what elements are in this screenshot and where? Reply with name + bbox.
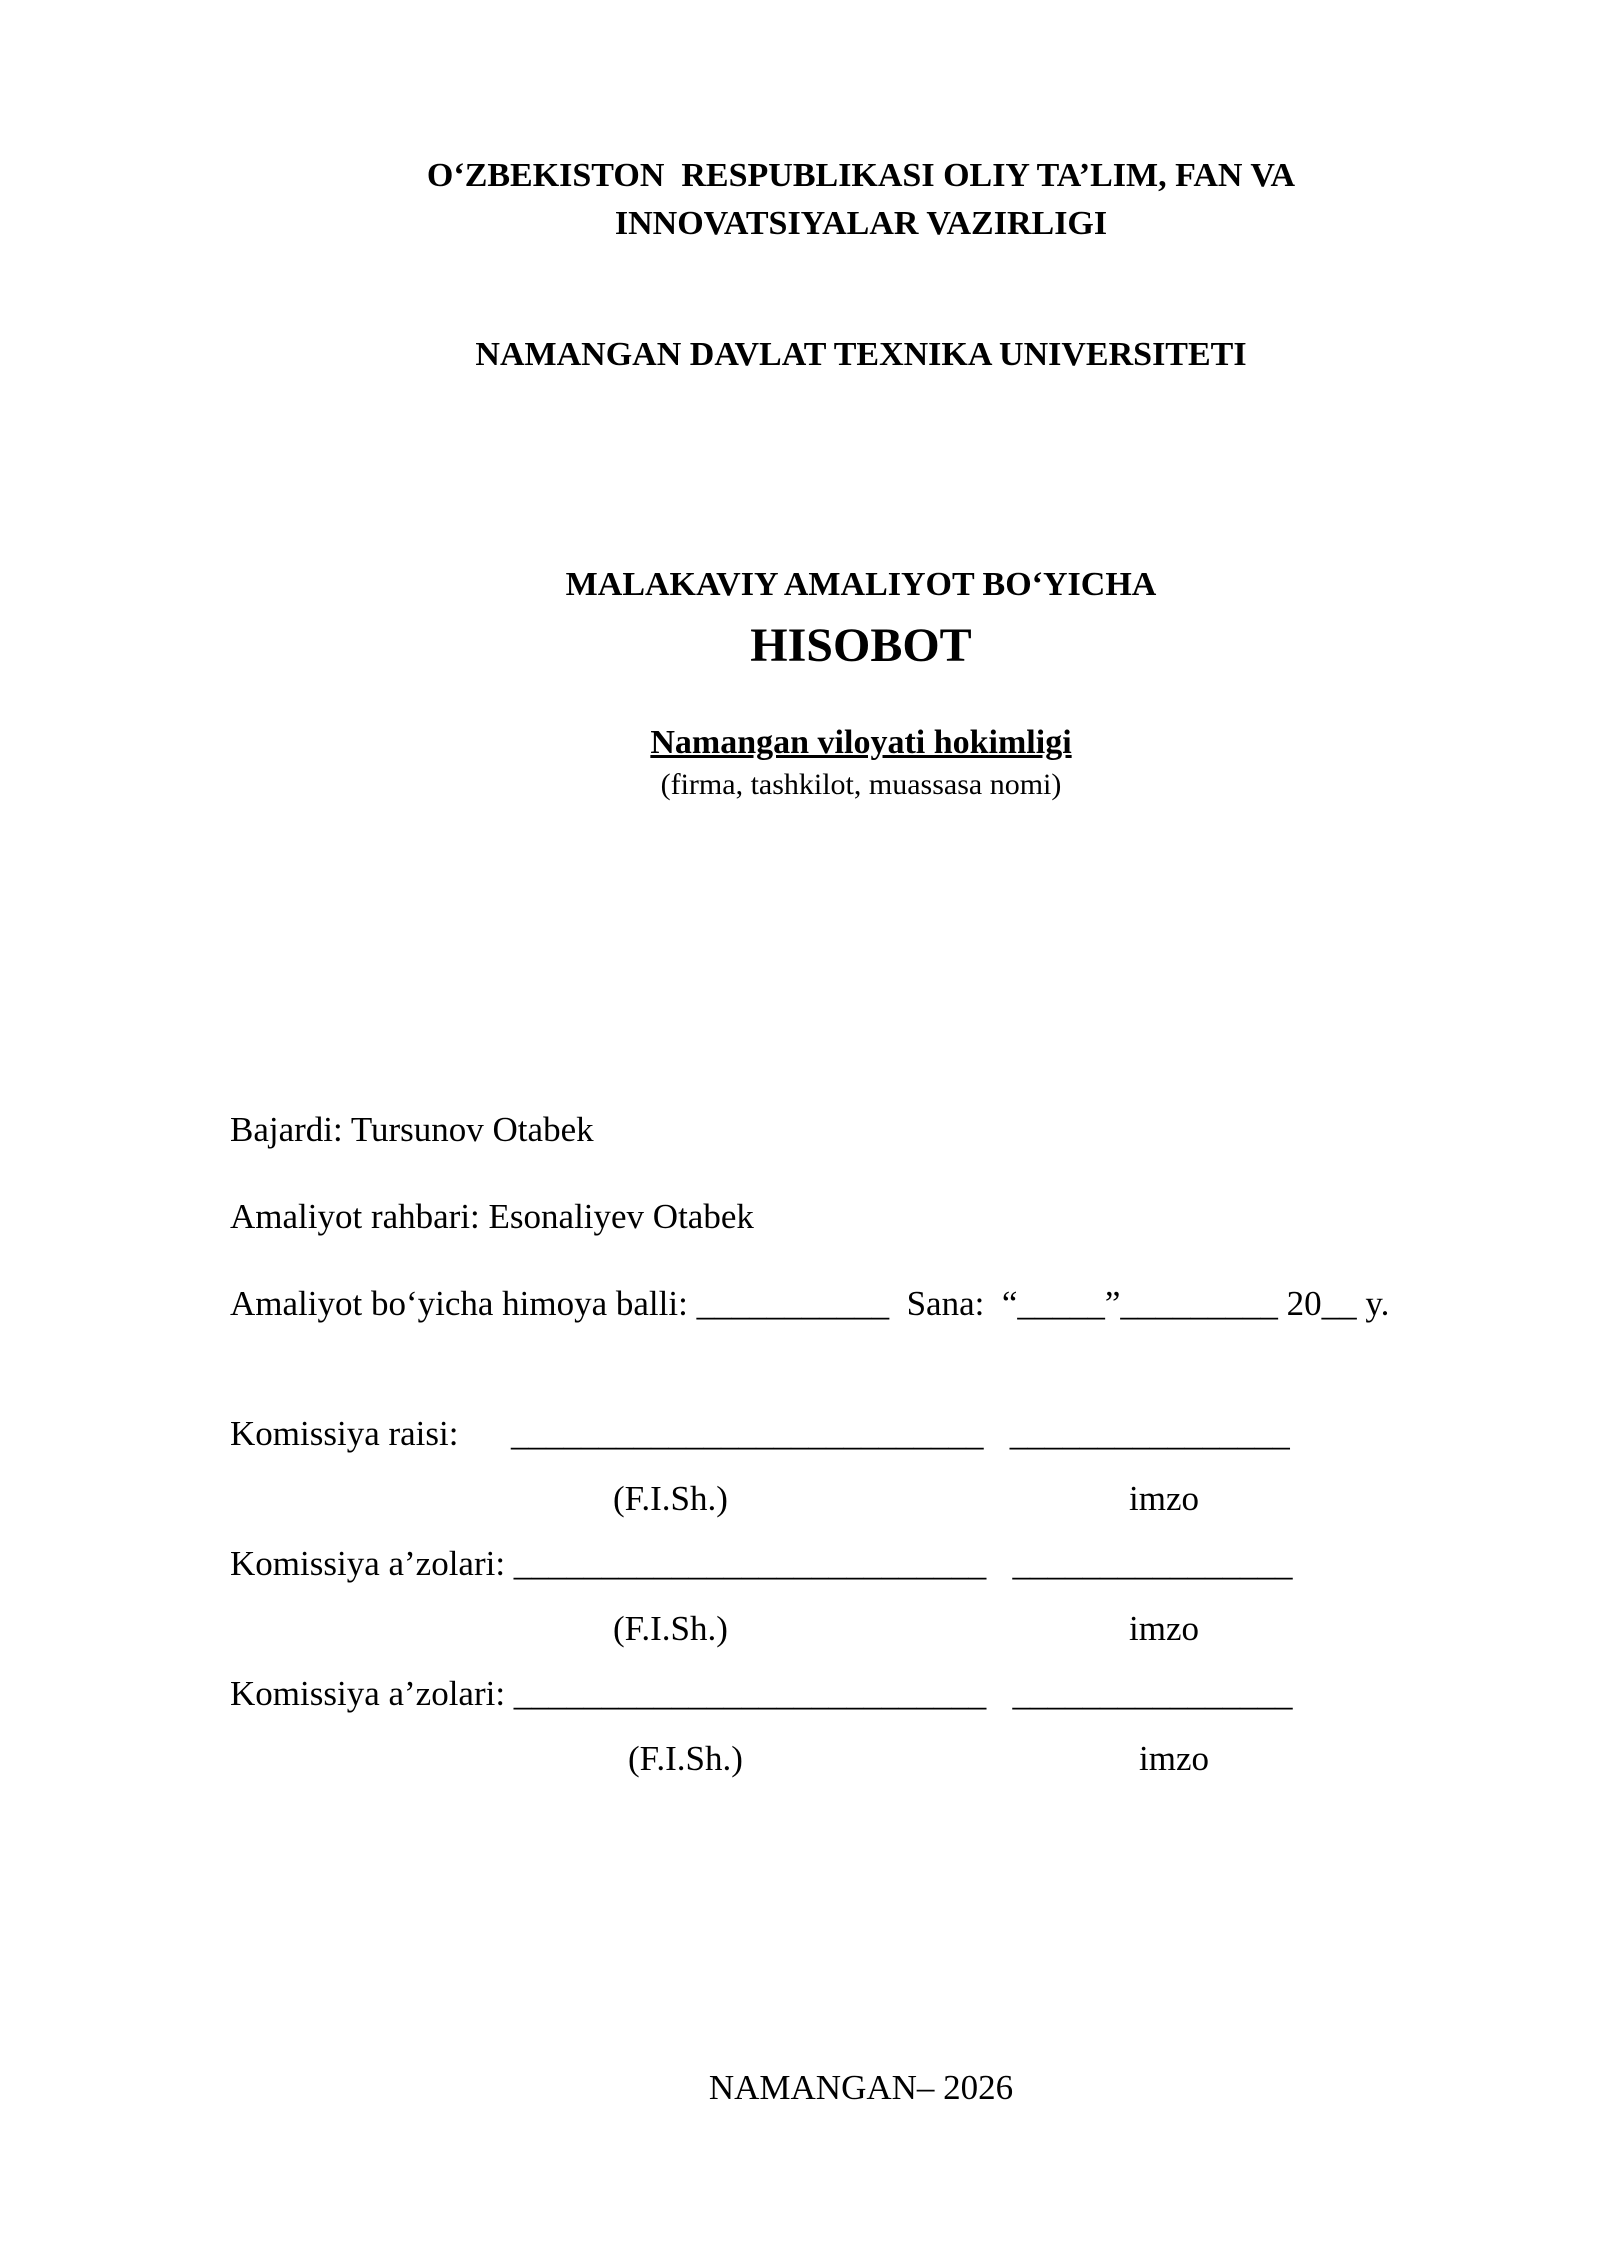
report-subtitle: MALAKAVIY AMALIYOT BO‘YICHA [565,566,1157,603]
commission-chair-sign-caption: imzo [1129,1479,1199,1518]
ministry-line-1: O‘ZBEKISTON RESPUBLIKASI OLIY TA’LIM, FAN VA [426,157,1296,194]
commission-chair-fio-caption: (F.I.Sh.) [613,1479,728,1518]
report-title: HISOBOT [750,619,972,672]
commission-chair-line: Komissiya raisi: ___________________________ ________________ [230,1414,1290,1453]
university-name: NAMANGAN DAVLAT TEXNIKA UNIVERSITETI [475,336,1247,373]
footer-place-year: NAMANGAN– 2026 [708,2068,1014,2107]
grade-date-field: Amaliyot bo‘yicha himoya balli: ___________ Sana: “_____”_________ 20__ y. [230,1284,1390,1323]
commission-member-2-fio-caption: (F.I.Sh.) [628,1739,743,1778]
commission-member-2-line: Komissiya a’zolari: ___________________________ ________________ [230,1674,1293,1713]
supervisor-field: Amaliyot rahbari: Esonaliyev Otabek [230,1197,754,1236]
organization-name: Namangan viloyati hokimligi [650,724,1072,761]
commission-member-1-sign-caption: imzo [1129,1609,1199,1648]
ministry-line-2: INNOVATSIYALAR VAZIRLIGI [614,205,1108,242]
performer-field: Bajardi: Tursunov Otabek [230,1110,594,1149]
organization-note: (firma, tashkilot, muassasa nomi) [660,768,1062,801]
commission-member-1-fio-caption: (F.I.Sh.) [613,1609,728,1648]
commission-member-1-line: Komissiya a’zolari: ___________________________ ________________ [230,1544,1293,1583]
commission-member-2-sign-caption: imzo [1139,1739,1209,1778]
